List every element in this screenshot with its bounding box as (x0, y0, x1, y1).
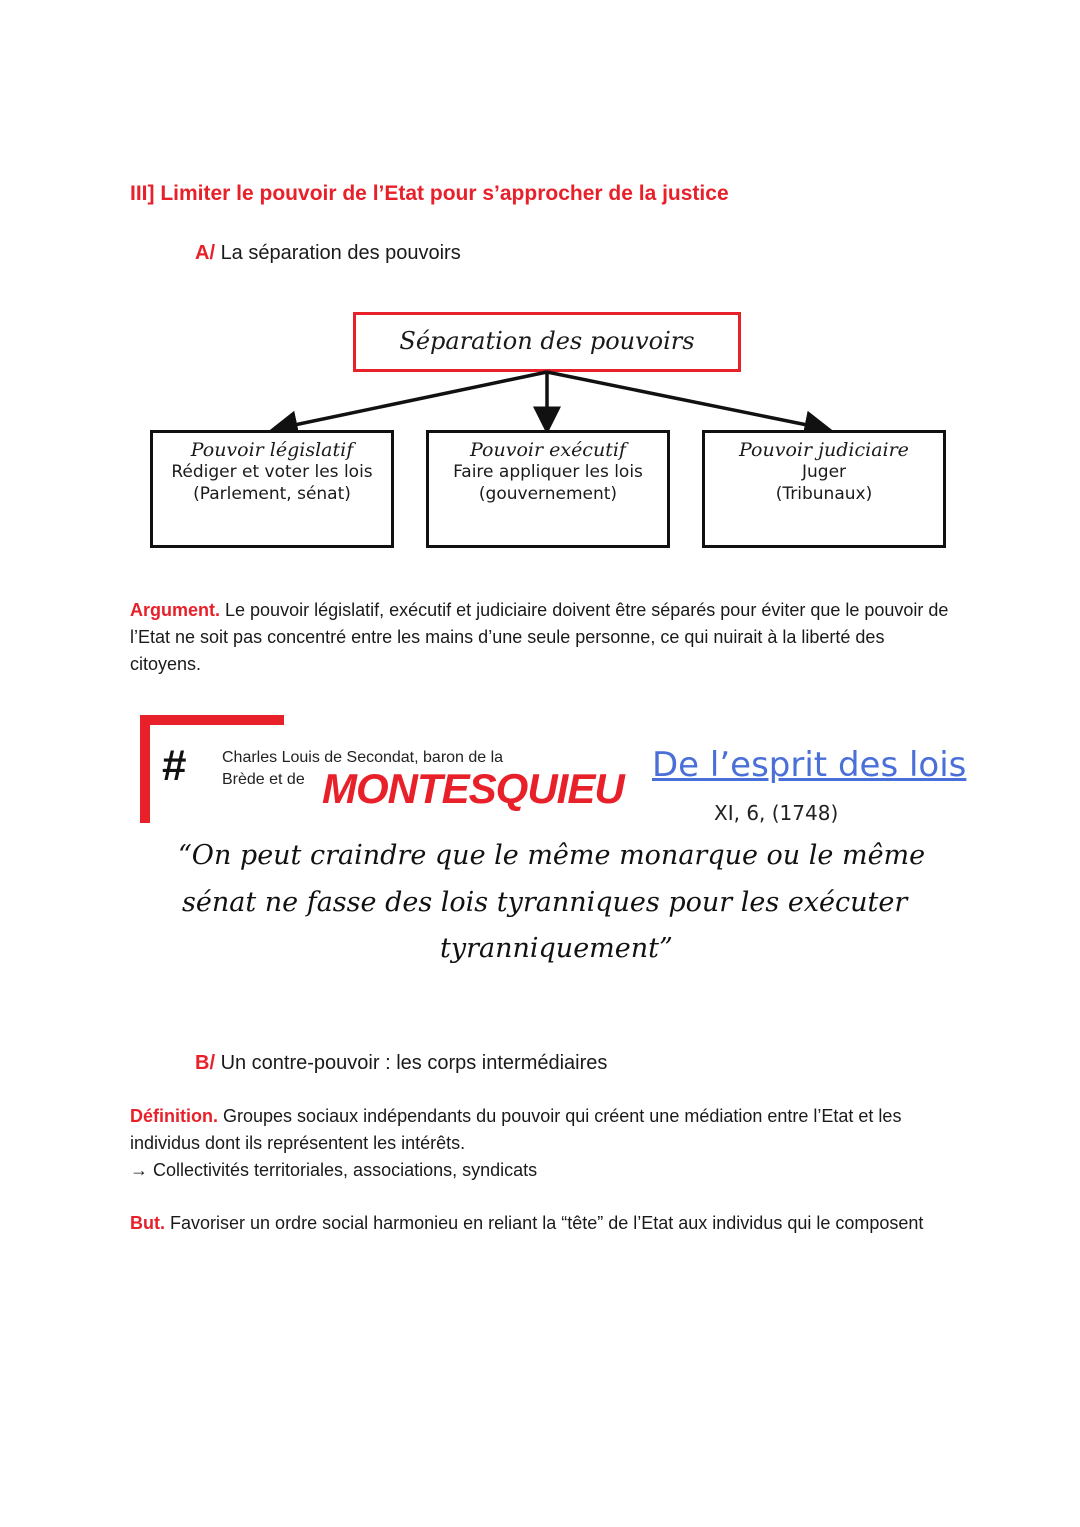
argument-text: Le pouvoir législatif, exécutif et judiciaire doivent être séparés pour éviter que le pouvoir de l’Etat ne soit pas concentré entre les mains d’une seule personne, ce qui nuirait à la liberté des citoyens. (130, 600, 949, 674)
goal-text: Favoriser un ordre social harmonieu en reliant la “tête” de l’Etat aux individus qui le composent (170, 1213, 924, 1233)
author-line2: Brède et de (222, 771, 305, 788)
argument-label: Argument. (130, 600, 220, 620)
box-judiciaire (702, 430, 946, 548)
montesquieu-quote (140, 715, 967, 995)
quote-line3: tyranniquement” (440, 933, 673, 964)
box-judiciaire-line2: (Tribunaux) (775, 484, 873, 504)
subsection-a-title: La séparation des pouvoirs (220, 242, 461, 264)
box-judiciaire-title: Pouvoir judiciaire (739, 439, 909, 461)
author-name: MONTESQUIEU (322, 765, 624, 812)
definition-label: Définition. (130, 1106, 218, 1126)
arrow-left (280, 372, 547, 428)
diagram-root-box: Séparation des pouvoirs (353, 312, 741, 372)
subsection-b-letter: B/ (195, 1052, 215, 1074)
box-executif-title: Pouvoir exécutif (470, 439, 626, 461)
box-legislatif-title: Pouvoir législatif (190, 439, 354, 461)
definition-paragraph (130, 1103, 960, 1184)
argument-paragraph (130, 597, 960, 678)
box-legislatif-line1: Rédiger et voter les lois (171, 462, 373, 482)
box-judiciaire-line1: Juger (801, 462, 847, 482)
definition-examples: → Collectivités territoriales, associations, syndicats (130, 1160, 538, 1180)
box-legislatif (150, 430, 394, 548)
box-executif-line1: Faire appliquer les lois (453, 462, 643, 482)
arrow-right (547, 372, 822, 428)
red-corner-left (140, 715, 150, 823)
work-title: De l’esprit des lois (652, 745, 967, 785)
goal-label: But. (130, 1213, 165, 1233)
goal-paragraph (130, 1210, 960, 1237)
red-corner-top (140, 715, 284, 725)
box-legislatif-line2: (Parlement, sénat) (193, 484, 351, 504)
section-title: III] Limiter le pouvoir de l’Etat pour s’approcher de la justice (130, 182, 729, 205)
definition-text: Groupes sociaux indépendants du pouvoir qui créent une médiation entre l’Etat et les individus dont ils représentent les intérêts. (130, 1106, 902, 1153)
box-executif (426, 430, 670, 548)
subsection-a-letter: A/ (195, 242, 215, 264)
quote-line1: “On peut craindre que le même monarque ou le même (178, 840, 926, 871)
hash-symbol: # (162, 741, 187, 790)
diagram-arrows (0, 0, 1080, 440)
author-line1: Charles Louis de Secondat, baron de la (222, 749, 504, 766)
subsection-b-heading (195, 1052, 607, 1075)
work-reference: XI, 6, (1748) (714, 801, 839, 825)
box-executif-line2: (gouvernement) (478, 484, 618, 504)
subsection-b-title: Un contre-pouvoir : les corps intermédiaires (220, 1052, 608, 1074)
quote-line2: sénat ne fasse des lois tyranniques pour les exécuter (182, 887, 908, 918)
